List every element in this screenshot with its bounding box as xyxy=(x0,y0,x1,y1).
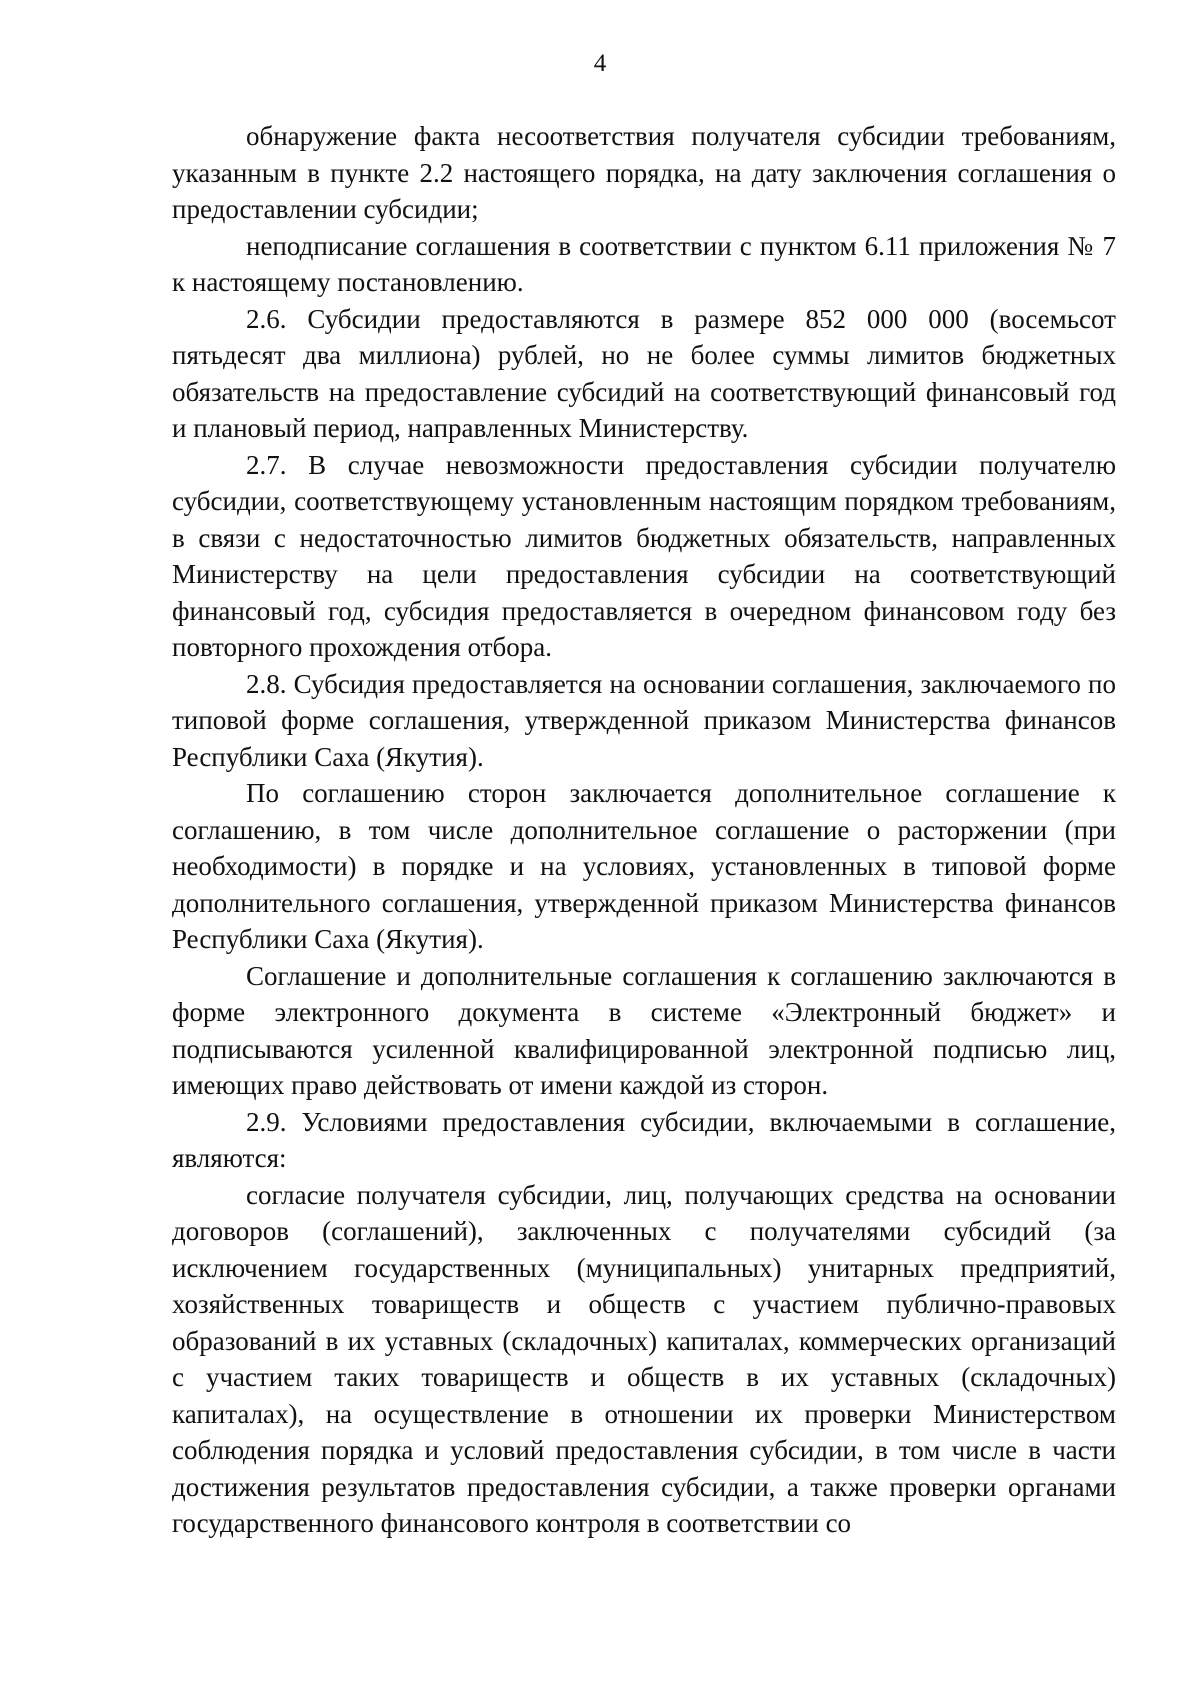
paragraph-requirements-mismatch: обнаружение факта несоответствия получателя субсидии требованиям, указанным в пункте 2.2 настоящего порядка, на дату заключения соглашения о предоставлении субсидии; xyxy=(172,121,1116,224)
paragraph-2-6: 2.6. Субсидии предоставляются в размере 852 000 000 (восемьсот пятьдесят два миллиона) рублей, но не более суммы лимитов бюджетных обязательств на предоставление субсидий на соответствующий финансовый год и плановый период, направленных Министерству. xyxy=(172,303,1116,443)
paragraph-2-8: 2.8. Субсидия предоставляется на основании соглашения, заключаемого по типовой форме соглашения, утвержденной приказом Министерства финансов Республики Саха (Якутия). xyxy=(172,668,1116,772)
paragraph-2-7: 2.7. В случае невозможности предоставления субсидии получателю субсидии, соответствующему установленным настоящим порядком требованиям, в связи с недостаточностью лимитов бюджетных обязательств, направленных Министерству на цели предоставления субсидии на соответствующий финансовый год, субсидия предоставляется в очередном финансовом году без повторного прохождения отбора. xyxy=(172,449,1116,662)
document-body xyxy=(172,118,1116,1542)
paragraph-unsigned-agreement: неподписание соглашения в соответствии с пунктом 6.11 приложения № 7 к настоящему постановлению. xyxy=(172,230,1116,297)
paragraph-electronic-budget: Соглашение и дополнительные соглашения к соглашению заключаются в форме электронного документа в системе «Электронный бюджет» и подписываются усиленной квалифицированной электронной подписью лиц, имеющих право действовать от имени каждой из сторон. xyxy=(172,960,1116,1100)
paragraph-additional-agreement: По соглашению сторон заключается дополнительное соглашение к соглашению, в том числе дополнительное соглашение о расторжении (при необходимости) в порядке и на условиях, установленных в типовой форме дополнительного соглашения, утвержденной приказом Министерства финансов Республики Саха (Якутия). xyxy=(172,778,1116,954)
paragraph-2-9: 2.9. Условиями предоставления субсидии, включаемыми в соглашение, являются: xyxy=(172,1106,1116,1173)
paragraph-consent-to-inspection: согласие получателя субсидии, лиц, получающих средства на основании договоров (соглашений), заключенных с получателями субсидий (за исключением государственных (муниципальных) унитарных предприятий, хозяйственных товариществ и обществ с участием публично-правовых образований в их уставных (складочных) капиталах, коммерческих организаций с участием таких товариществ и обществ в их уставных (складочных) капиталах), на осуществление в отношении их проверки Министерством соблюдения порядка и условий предоставления субсидии, в том числе в части достижения результатов предоставления субсидии, а также проверки органами государственного финансового контроля в соответствии со xyxy=(172,1179,1116,1538)
page-number: 4 xyxy=(593,50,607,77)
